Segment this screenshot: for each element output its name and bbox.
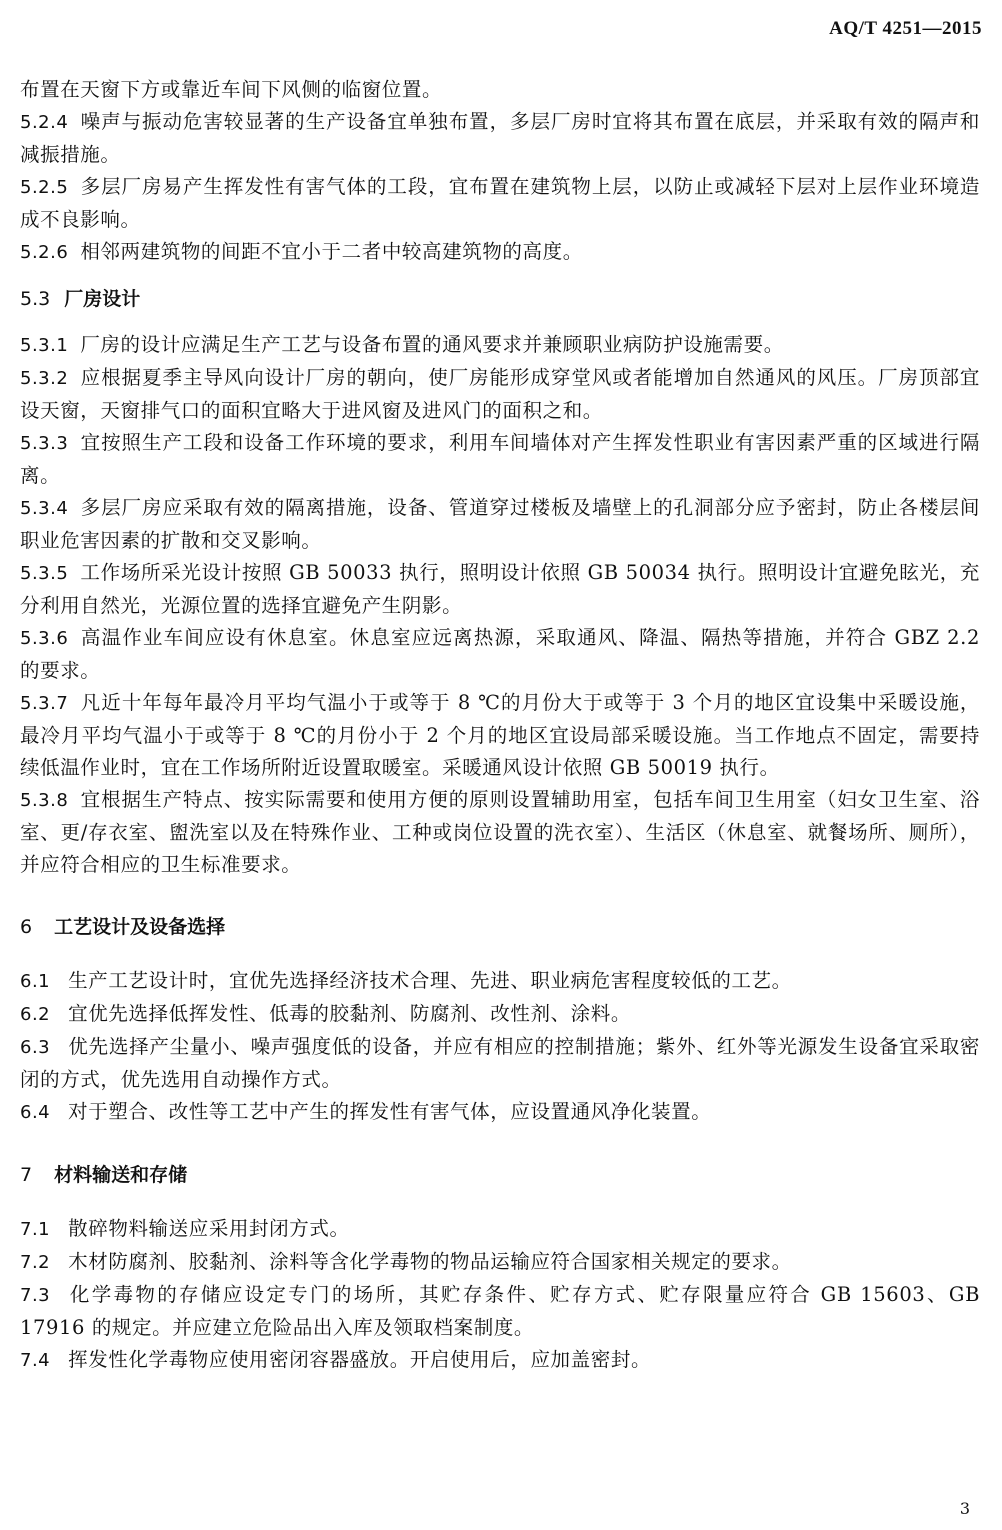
section-heading-7 <box>20 1159 980 1191</box>
clause-number: 7.4 <box>20 1350 51 1371</box>
clause-number: 7.1 <box>20 1219 51 1240</box>
clause-number: 6.4 <box>20 1102 51 1123</box>
clause-text: 多层厂房易产生挥发性有害气体的工段，宜布置在建筑物上层，以防止或减轻下层对上层作业环境造成不良影响。 <box>20 175 980 231</box>
clause-6-2 <box>20 998 980 1031</box>
clause-7-2 <box>20 1246 980 1279</box>
clause-7-3 <box>20 1279 980 1344</box>
clause-number: 7.2 <box>20 1252 51 1273</box>
clause-number: 5.2.4 <box>20 112 69 133</box>
clause-text: 噪声与振动危害较显著的生产设备宜单独布置，多层厂房时宜将其布置在底层，并采取有效的隔声和减振措施。 <box>20 110 980 166</box>
clause-text: 宜按照生产工段和设备工作环境的要求，利用车间墙体对产生挥发性职业有害因素严重的区域进行隔离。 <box>20 431 980 487</box>
clause-number: 5.3.3 <box>20 433 69 454</box>
page-number: 3 <box>959 1499 970 1518</box>
clause-number: 5.3.4 <box>20 498 69 519</box>
document-body <box>20 74 980 1377</box>
clause-number: 6.1 <box>20 971 51 992</box>
clause-5-3-8 <box>20 784 980 881</box>
clause-5-3-5 <box>20 557 980 622</box>
clause-5-3-7 <box>20 687 980 784</box>
standard-code: AQ/T 4251—2015 <box>829 18 982 39</box>
clause-text: 宜根据生产特点、按实际需要和使用方便的原则设置辅助用室，包括车间卫生用室（妇女卫生室、浴室、更/存衣室、盥洗室以及在特殊作业、工种或岗位设置的洗衣室）、生活区（休息室、就餐场所、厕所），并应符合相应的卫生标准要求。 <box>20 788 980 876</box>
clause-number: 7.3 <box>20 1285 51 1306</box>
clause-5-2-6 <box>20 236 980 269</box>
clause-number: 5.3.7 <box>20 693 69 714</box>
clause-number: 5.3.2 <box>20 368 69 389</box>
clause-5-2-5 <box>20 171 980 236</box>
clause-number: 6.3 <box>20 1037 51 1058</box>
clause-number: 5.2.5 <box>20 177 69 198</box>
clause-5-2-4 <box>20 106 980 171</box>
clause-text: 高温作业车间应设有休息室。休息室应远离热源，采取通风、降温、隔热等措施，并符合 GBZ 2.2 的要求。 <box>20 626 980 682</box>
clause-5-3-3 <box>20 427 980 492</box>
clause-5-3-4 <box>20 492 980 557</box>
clause-5-3-1 <box>20 329 980 362</box>
clause-text: 散碎物料输送应采用封闭方式。 <box>68 1217 350 1240</box>
clause-text: 对于塑合、改性等工艺中产生的挥发性有害气体，应设置通风净化装置。 <box>68 1100 712 1123</box>
section-title: 工艺设计及设备选择 <box>54 916 226 938</box>
section-heading-5-3 <box>20 283 980 315</box>
section-title: 材料输送和存储 <box>54 1164 188 1186</box>
paragraph-continuation <box>20 74 980 106</box>
clause-text: 应根据夏季主导风向设计厂房的朝向，使厂房能形成穿堂风或者能增加自然通风的风压。厂房顶部宜设天窗，天窗排气口的面积宜略大于进风窗及进风门的面积之和。 <box>20 366 980 422</box>
clause-number: 6.2 <box>20 1004 51 1025</box>
section-title: 厂房设计 <box>64 288 141 310</box>
clause-number: 5.3.6 <box>20 628 69 649</box>
clause-text: 挥发性化学毒物应使用密闭容器盛放。开启使用后，应加盖密封。 <box>68 1348 652 1371</box>
clause-text: 多层厂房应采取有效的隔离措施，设备、管道穿过楼板及墙壁上的孔洞部分应予密封，防止各楼层间职业危害因素的扩散和交叉影响。 <box>20 496 980 552</box>
clause-number: 5.3.8 <box>20 790 69 811</box>
clause-text: 厂房的设计应满足生产工艺与设备布置的通风要求并兼顾职业病防护设施需要。 <box>80 333 784 356</box>
clause-5-3-2 <box>20 362 980 427</box>
section-number: 6 <box>20 916 33 938</box>
clause-7-4 <box>20 1344 980 1377</box>
clause-number: 5.3.5 <box>20 563 69 584</box>
clause-number: 5.2.6 <box>20 242 69 263</box>
clause-text: 木材防腐剂、胶黏剂、涂料等含化学毒物的物品运输应符合国家相关规定的要求。 <box>68 1250 792 1273</box>
section-number: 5.3 <box>20 288 51 310</box>
clause-6-3 <box>20 1031 980 1096</box>
clause-number: 5.3.1 <box>20 335 69 356</box>
clause-text: 相邻两建筑物的间距不宜小于二者中较高建筑物的高度。 <box>80 240 583 263</box>
clause-text: 化学毒物的存储应设定专门的场所，其贮存条件、贮存方式、贮存限量应符合 GB 15603、GB 17916 的规定。并应建立危险品出入库及领取档案制度。 <box>20 1283 980 1339</box>
clause-text: 工作场所采光设计按照 GB 50033 执行，照明设计依照 GB 50034 执行。照明设计宜避免眩光，充分利用自然光，光源位置的选择宜避免产生阴影。 <box>20 561 980 617</box>
clause-text: 优先选择产尘量小、噪声强度低的设备，并应有相应的控制措施；紫外、红外等光源发生设备宜采取密闭的方式，优先选用自动操作方式。 <box>20 1035 980 1091</box>
clause-6-1 <box>20 965 980 998</box>
clause-text: 宜优先选择低挥发性、低毒的胶黏剂、防腐剂、改性剂、涂料。 <box>68 1002 631 1025</box>
paragraph-text: 布置在天窗下方或靠近车间下风侧的临窗位置。 <box>20 78 443 101</box>
clause-6-4 <box>20 1096 980 1129</box>
clause-text: 凡近十年每年最冷月平均气温小于或等于 8 ℃的月份大于或等于 3 个月的地区宜设集中采暖设施，最冷月平均气温小于或等于 8 ℃的月份小于 2 个月的地区宜设局部采暖设施。当工作地点不固定，需要持续低温作业时，宜在工作场所附近设置取暖室。采暖通风设计依照 GB 50019 执行。 <box>20 691 980 779</box>
clause-5-3-6 <box>20 622 980 687</box>
section-number: 7 <box>20 1164 33 1186</box>
clause-7-1 <box>20 1213 980 1246</box>
clause-text: 生产工艺设计时，宜优先选择经济技术合理、先进、职业病危害程度较低的工艺。 <box>68 969 792 992</box>
section-heading-6 <box>20 911 980 943</box>
